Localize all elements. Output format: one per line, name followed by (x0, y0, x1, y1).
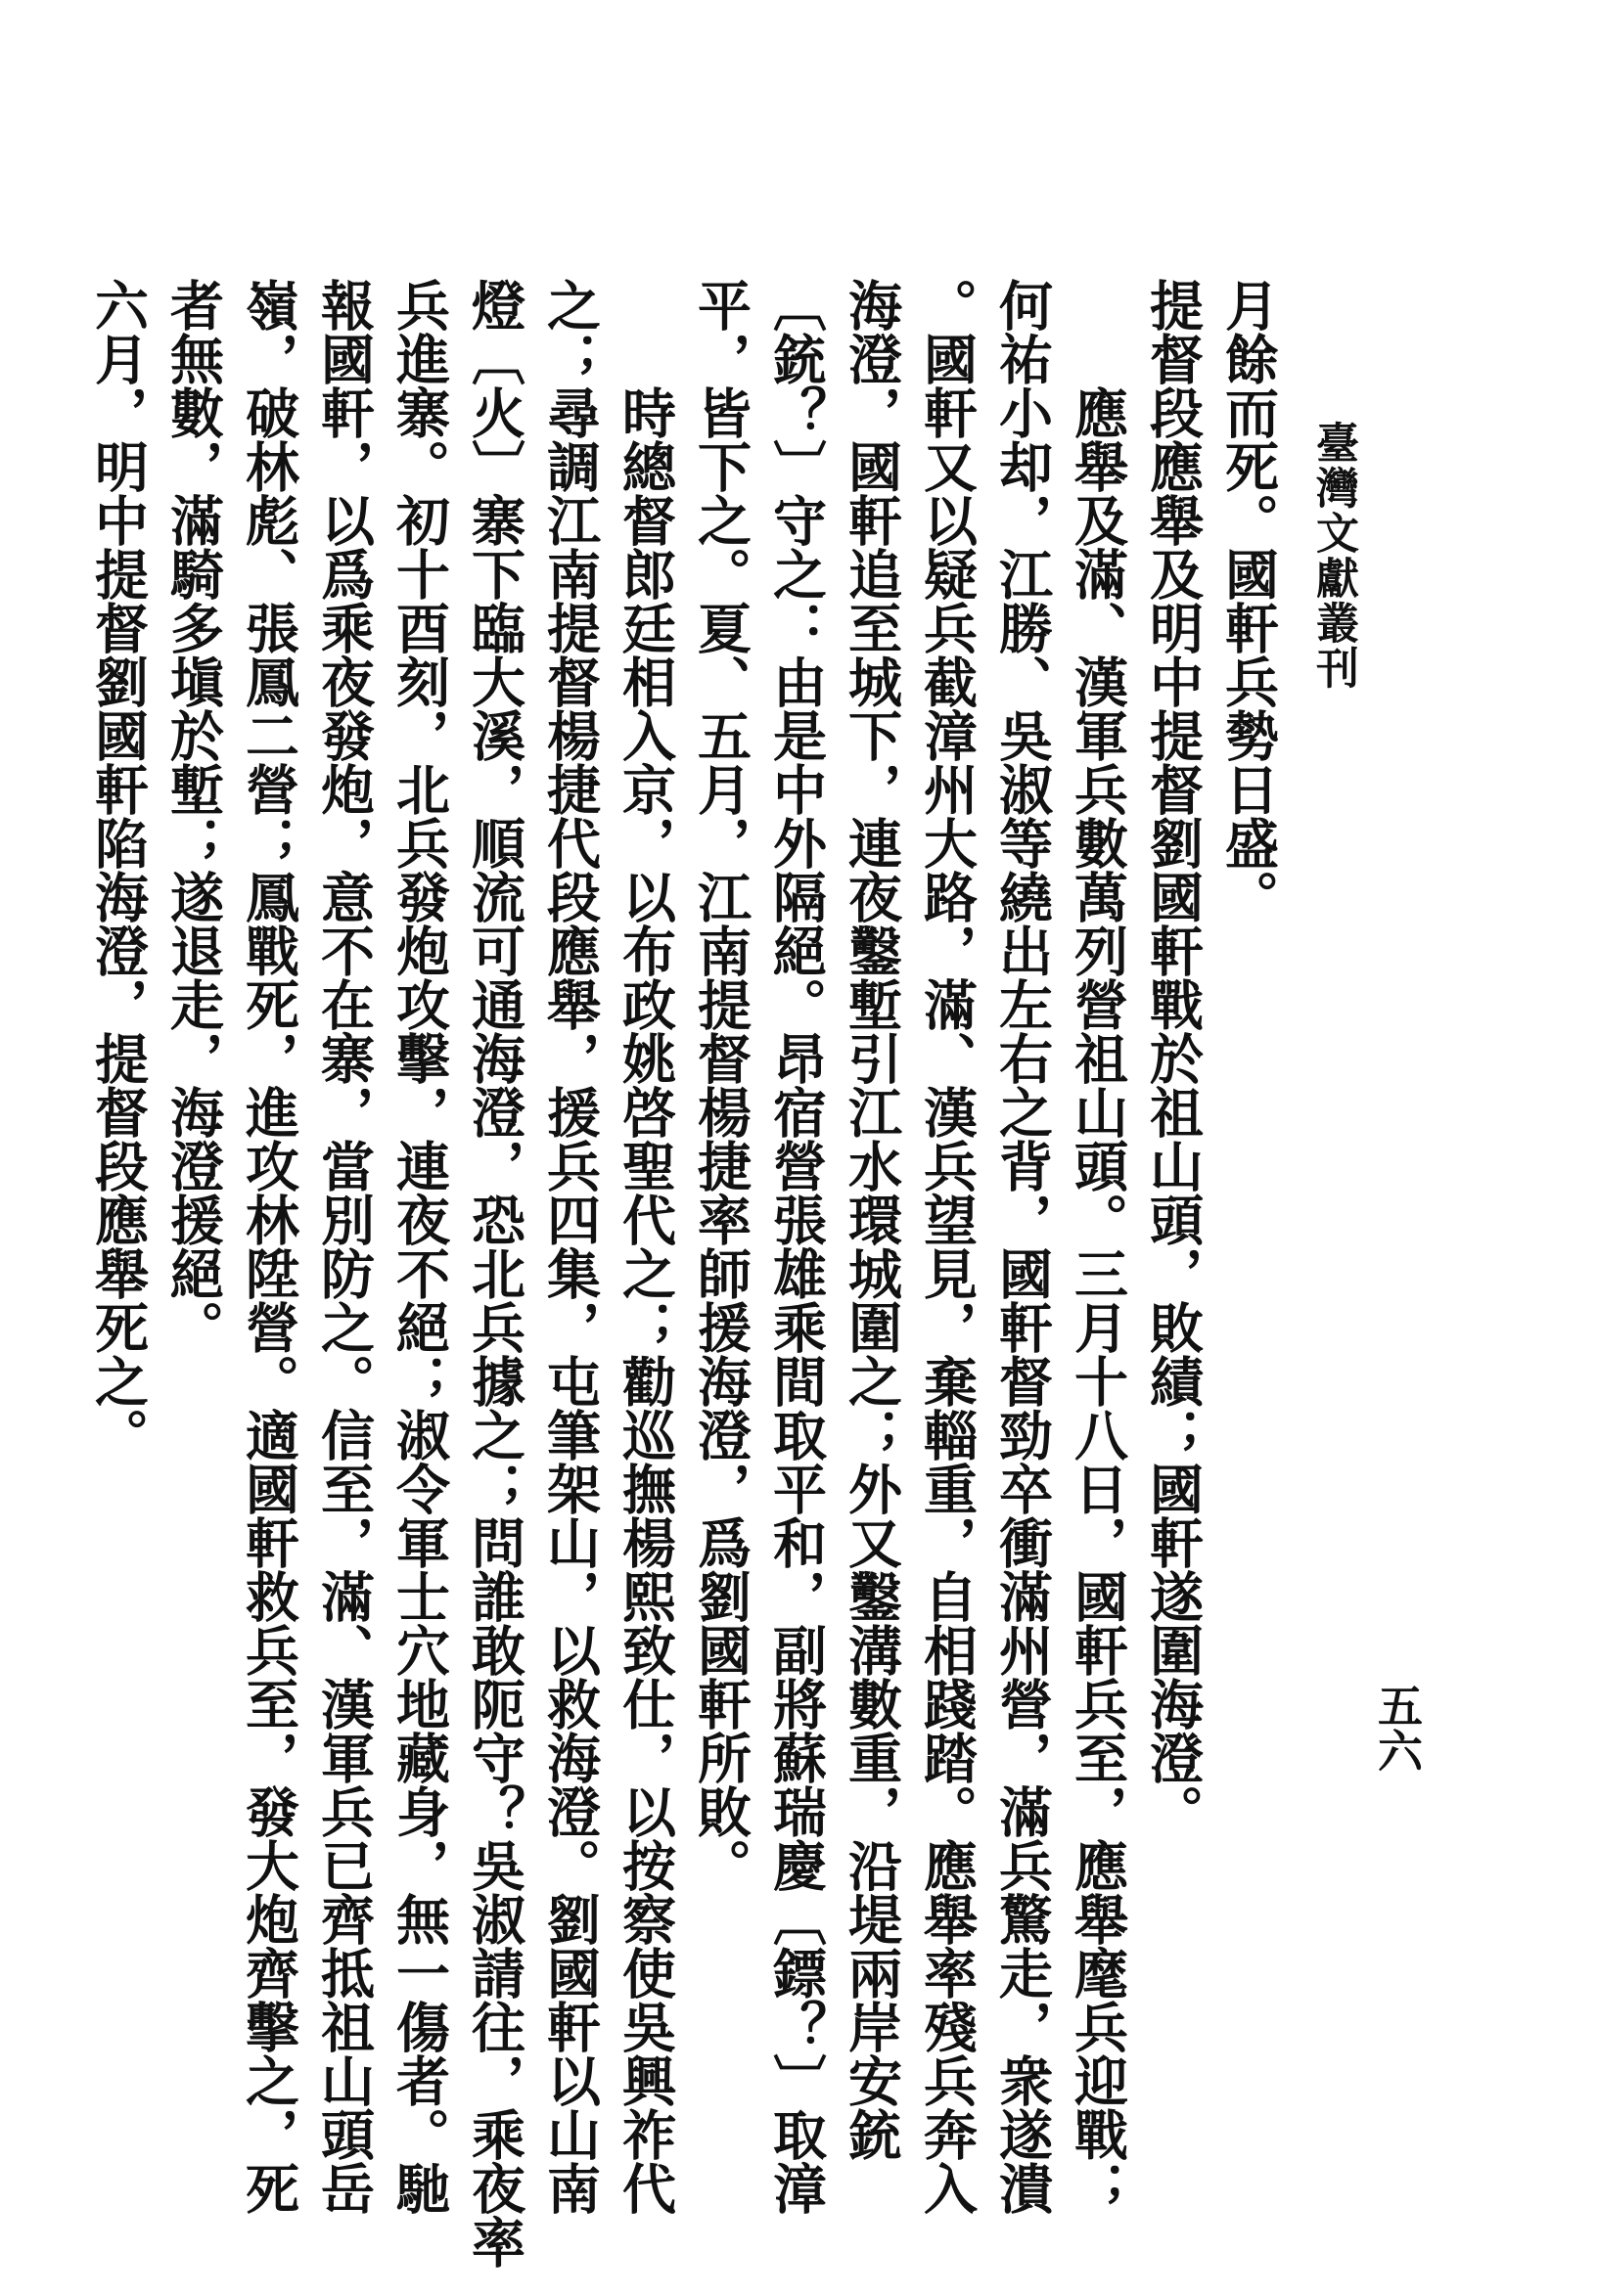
text-column: 之；尋調江南提督楊捷代段應舉，援兵四集，屯筆架山，以救海澄。劉國軒以山南 (538, 278, 602, 2215)
text-column: 者無數，滿騎多塡於塹；遂退走，海澄援絕。 (161, 278, 225, 1354)
text-column: 燈〔火〕寨下臨大溪，順流可通海澄，恐北兵據之；問誰敢阨守？吳淑請往，乘夜率 (463, 278, 526, 2269)
text-column: 嶺，破林彪、張鳳二營；鳳戰死，進攻林陞營。適國軒救兵至，發大炮齊擊之，死 (237, 278, 300, 2215)
body-text (80, 278, 1286, 2269)
text-column: 六月，明中提督劉國軒陷海澄，提督段應舉死之。 (86, 278, 150, 1462)
text-column: 時總督郎廷相入京，以布政姚啓聖代之；勸巡撫楊熙致仕，以按察使吳興祚代 (614, 385, 677, 2215)
text-column: 月餘而死。國軒兵勢日盛。 (1216, 278, 1280, 923)
running-title: 臺灣文獻叢刊 (1308, 421, 1358, 691)
text-column: 報國軒，以爲乘夜發炮，意不在寨，當別防之。信至，滿、漢軍兵已齊抵祖山頭岳 (312, 278, 376, 2215)
text-column: 提督段應舉及明中提督劉國軒戰於祖山頭，敗績；國軒遂圍海澄。 (1141, 278, 1205, 1838)
text-column: 〔銃？〕守之：由是中外隔絕。昂宿營張雄乘間取平和，副將蘇瑞慶〔鏢？〕取漳 (764, 278, 828, 2215)
text-column: 海澄，國軒追至城下，連夜鑿塹引江水環城圍之；外又鑿溝數重，沿堤兩岸安銃 (840, 278, 903, 2161)
text-column: 何祐小却，江勝、吳淑等繞出左右之背，國軒督勁卒衝滿州營，滿兵驚走，衆遂潰 (990, 278, 1054, 2215)
text-column: 平，皆下之。夏、五月，江南提督楊捷率師援海澄，爲劉國軒所敗。 (689, 278, 753, 1892)
text-column: 應舉及滿、漢軍兵數萬列營祖山頭。三月十八日，國軒兵至，應舉麾兵迎戰； (1066, 385, 1129, 2215)
text-column: 。國軒又以疑兵截漳州大路，滿、漢兵望見，棄輜重，自相踐踏。應舉率殘兵奔入 (915, 278, 979, 2215)
text-column: 兵進寨。初十酉刻，北兵發炮攻擊，連夜不絕；淑令軍士穴地藏身，無一傷者。馳 (388, 278, 451, 2215)
page-number: 五六 (1371, 1683, 1424, 1773)
